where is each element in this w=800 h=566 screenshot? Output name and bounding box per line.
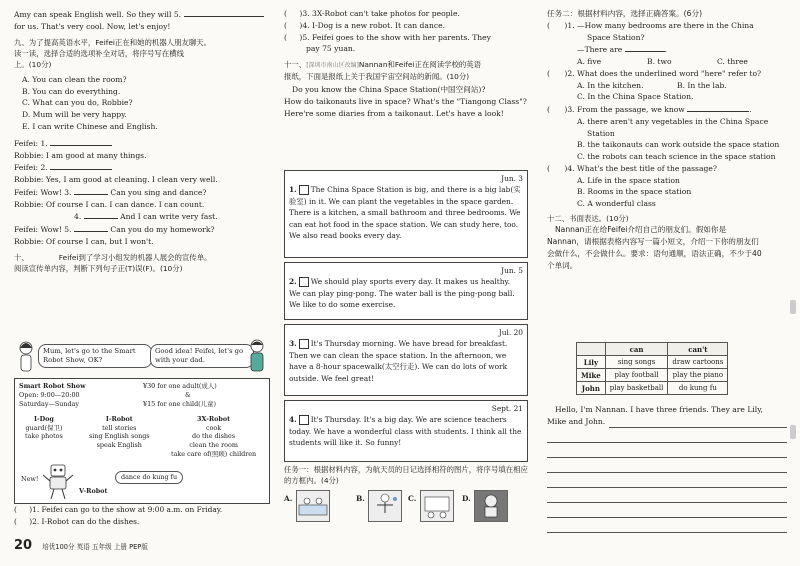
picture-b-icon[interactable]	[368, 490, 402, 522]
answer-blank[interactable]	[74, 186, 108, 195]
pic-label-c: C.	[408, 494, 417, 503]
writing-line[interactable]	[547, 473, 787, 488]
mum-illustration	[16, 340, 36, 374]
picture-answer-box[interactable]	[299, 277, 309, 287]
section-9-title: 九、为了提高英语水平，Feifei正在和她的机器人朋友聊天。	[14, 37, 212, 47]
table-row: John play basketball do kung fu	[577, 382, 728, 395]
option-list	[14, 74, 268, 133]
answer-blank[interactable]	[687, 103, 749, 112]
dialog-line: Feifei: 1.	[14, 138, 48, 148]
v-robot-name: V-Robot	[79, 487, 108, 495]
writing-lines	[547, 428, 787, 533]
table-header-row: can can't	[577, 343, 728, 356]
page-footer	[14, 538, 148, 553]
robot-3x-robot: 3X-Robot cook do the dishes clean the room take care of(照顾) children	[171, 415, 257, 458]
friends-table	[576, 342, 728, 395]
diary-entry-3: Jul. 20 3. It's Thursday morning. We have bread for breakfast. Then we can clean the space station. In the afternoon, we have a 8-hour spacewalk(太空行走). We can do lots of work outside. We feel great!	[284, 324, 528, 396]
dialog-line: Feifei: Wow! 5.	[14, 225, 72, 235]
v-robot-bubble: dance do kung fu	[115, 471, 183, 484]
poster-price-adult: ¥30 for one adult(成人)	[143, 382, 217, 390]
answer-blank[interactable]	[50, 137, 112, 146]
intro-line: Do you know the China Space Station(中国空间站)?	[292, 85, 486, 94]
poster-title: Smart Robot Show	[19, 382, 86, 390]
section-12-title: 十二、书面表达。(10分)	[547, 214, 629, 224]
table-row: Mike play football play the piano	[577, 369, 728, 382]
page-number: 20	[14, 538, 33, 553]
picture-d-icon[interactable]	[474, 490, 508, 522]
robot-show-poster	[14, 378, 270, 504]
diary-entry-4: Sept. 21 4. It's Thursday. It's a big day. We are science teachers today. We have a wonderful class with students. I think all the students will like it. So funny!	[284, 400, 528, 462]
option: E. I can write Chinese and English.	[22, 122, 158, 131]
text-line: for us. That's very cool. Now, let's enjoy!	[14, 21, 171, 31]
column-right: 任务二：根据材料内容，选择正确答案。(6分) ( )1. —How many bedrooms are there in the China Space Station? —There are . A. five B. two C. three ( )2. What does the underlined word "here" refer to? A. In the kitchen. B. In the lab. C. In the China Space Station. ( )3. From the passage, we know . A. there aren't any vegetables in the China Space Station B. the taikonauts can work outside the space station C. the robots can teach science in the space station ( )4. What's the best title of the passage? A. Life in the space station B. Rooms in the space station C. A wonderful class 十二、书面表达。(10分) Nannan正在给Feifei介绍自己的朋友们。假如你是 Nannan，请根据表格内容写一篇小短文，介绍一下你的朋友们 会做什么，不会做什么。要求：语句通顺，语法正确，不少于40 个单词。	[547, 8, 787, 272]
section-10-title-2: 阅读宣传单内容，判断下列句子正(T)误(F)。(10分)	[14, 264, 183, 274]
answer-blank[interactable]	[84, 210, 118, 219]
dialog-line: Robbie: Of course I can. I can dance. I can count.	[14, 199, 205, 209]
picture-answer-box[interactable]	[299, 185, 309, 195]
poster-price-child: ¥15 for one child(儿童)	[143, 400, 216, 408]
answer-blank[interactable]	[625, 43, 665, 52]
binding-hole	[790, 425, 796, 439]
writing-line[interactable]	[547, 488, 787, 503]
answer-blank[interactable]	[50, 161, 112, 170]
pic-label-d: D.	[462, 494, 471, 503]
option: D. Mum will be very happy.	[22, 110, 127, 120]
picture-options	[284, 490, 530, 526]
writing-line[interactable]	[609, 416, 787, 428]
speech-bubble-left: Mum, let's go to the Smart Robot Show, OK?	[38, 344, 152, 368]
table-row: Lily sing songs draw cartoons	[577, 356, 728, 369]
section-11-title: 十一、[深圳市南山区改编]Nannan和Feifei正在阅读学校的英语	[284, 60, 482, 70]
section-9-title-3: 上。(10分)	[14, 60, 52, 70]
pic-label-a: A.	[284, 494, 293, 503]
option: B. You can do everything.	[22, 86, 121, 96]
poster-open-hours: Open: 9:00—20:00	[19, 391, 80, 399]
text-line: Amy can speak English well. So they will 5.	[14, 8, 268, 21]
section-10-title: 十、 Feifei到了学习小组发的机器人展会的宣传单。	[14, 252, 212, 262]
column-middle: ( )3. 3X-Robot can't take photos for people. ( )4. I-Dog is a new robot. It can dance. ( )5. Feifei goes to the show with her parents. They pay 75 yuan. 十一、[深圳市南山区改编]Nannan和Feifei正在阅读学校的英语 报纸，下面是报纸上关于我国宇宙空间站的新闻。(10分) Do you know the China Space Station(中国空间站)? How do taikonauts live in space? What's the "Tiangong Class"? Here're some diaries from a taikonaut. Let's have a look!	[284, 8, 530, 119]
option: C. What can you do, Robbie?	[22, 98, 133, 108]
intro-line: How do taikonauts live in space? What's the "Tiangong Class"?	[284, 96, 527, 106]
new-label: New!	[21, 475, 39, 483]
poster-days: Saturday—Sunday	[19, 400, 79, 408]
section-9-title-2: 读一读，选择合适的选项补全对话，将序号写在横线	[14, 49, 184, 58]
binding-hole	[790, 300, 796, 314]
column-left	[14, 8, 268, 275]
tf-questions-left: ( )1. Feifei can go to the show at 9:00 a.m. on Friday. ( )2. I-Robot can do the dishes.	[14, 505, 223, 526]
picture-a-icon[interactable]	[296, 490, 330, 522]
v-robot-icon	[41, 463, 75, 501]
dialog-line: Robbie: Yes, I am good at cleaning. I clean very well.	[14, 175, 218, 185]
poster-amp: &	[185, 391, 191, 399]
task-1-instructions: 任务一：根据材料内容，为航天员的日记选择相符的图片，将序号填在相应的方框内。(4分)	[284, 465, 528, 486]
task-2-title: 任务二：根据材料内容，选择正确答案。(6分)	[547, 9, 703, 18]
robot-i-dog: I-Dog guard(保卫) take photos	[25, 415, 63, 441]
dialog-line: Robbie: I am good at many things.	[14, 150, 147, 160]
picture-answer-box[interactable]	[299, 415, 309, 425]
writing-line[interactable]	[547, 428, 787, 443]
picture-c-icon[interactable]	[420, 490, 454, 522]
dialog-line: Robbie: Of course I can, but I won't.	[14, 236, 154, 246]
dialog-line: Feifei: Wow! 3.	[14, 187, 72, 197]
pic-label-b: B.	[356, 494, 365, 503]
diary-entry-2: Jun. 5 2. We should play sports every day. It makes us healthy. We can play ping-pong. The water ball is the ping-pong ball. We like to do some exercise.	[284, 262, 528, 320]
option: A. You can clean the room?	[22, 74, 127, 84]
robot-i-robot: I-Robot tell stories sing English songs speak English	[89, 415, 150, 449]
writing-line[interactable]	[547, 458, 787, 473]
picture-answer-box[interactable]	[299, 339, 309, 349]
section-11-title-2: 报纸，下面是报纸上关于我国宇宙空间站的新闻。(10分)	[284, 71, 470, 81]
writing-start: Hello, I'm Nannan. I have three friends. They are Lily, Mike and John.	[547, 404, 787, 428]
dialog: Feifei: 1. Robbie: I am good at many things. Feifei: 2. Robbie: Yes, I am good at cleaning. I clean very well. Feifei: Wow! 3. Can you sing and dance? Robbie: Of course I can. I can dance. I can count. 4. And I can write very fast. Feifei: Wow! 5. Can you do my homework? Robbie: Of course I can, but I won't.	[14, 137, 268, 248]
writing-line[interactable]	[547, 503, 787, 518]
dialog-line: Feifei: 2.	[14, 163, 48, 173]
intro-line: Here're some diaries from a taikonaut. Let's have a look!	[284, 108, 504, 118]
diary-entry-1: Jun. 3 1. The China Space Station is big, and there is a big lab(实验室) in it. We can plant the vegetables in the space garden. There is a kitchen, a small bathroom and three bedrooms. We can eat hot food in the space station. We can study here, too. We also read books every day.	[284, 170, 528, 258]
book-title: 培优100分 英语 五年级 上册 PEP版	[42, 543, 148, 551]
feifei-illustration	[246, 338, 268, 374]
answer-blank[interactable]	[74, 223, 108, 232]
writing-line[interactable]	[547, 518, 787, 533]
answer-blank[interactable]	[184, 8, 264, 17]
writing-line[interactable]	[547, 443, 787, 458]
speech-bubble-right: Good idea! Feifei, let's go with your dad.	[150, 344, 254, 368]
